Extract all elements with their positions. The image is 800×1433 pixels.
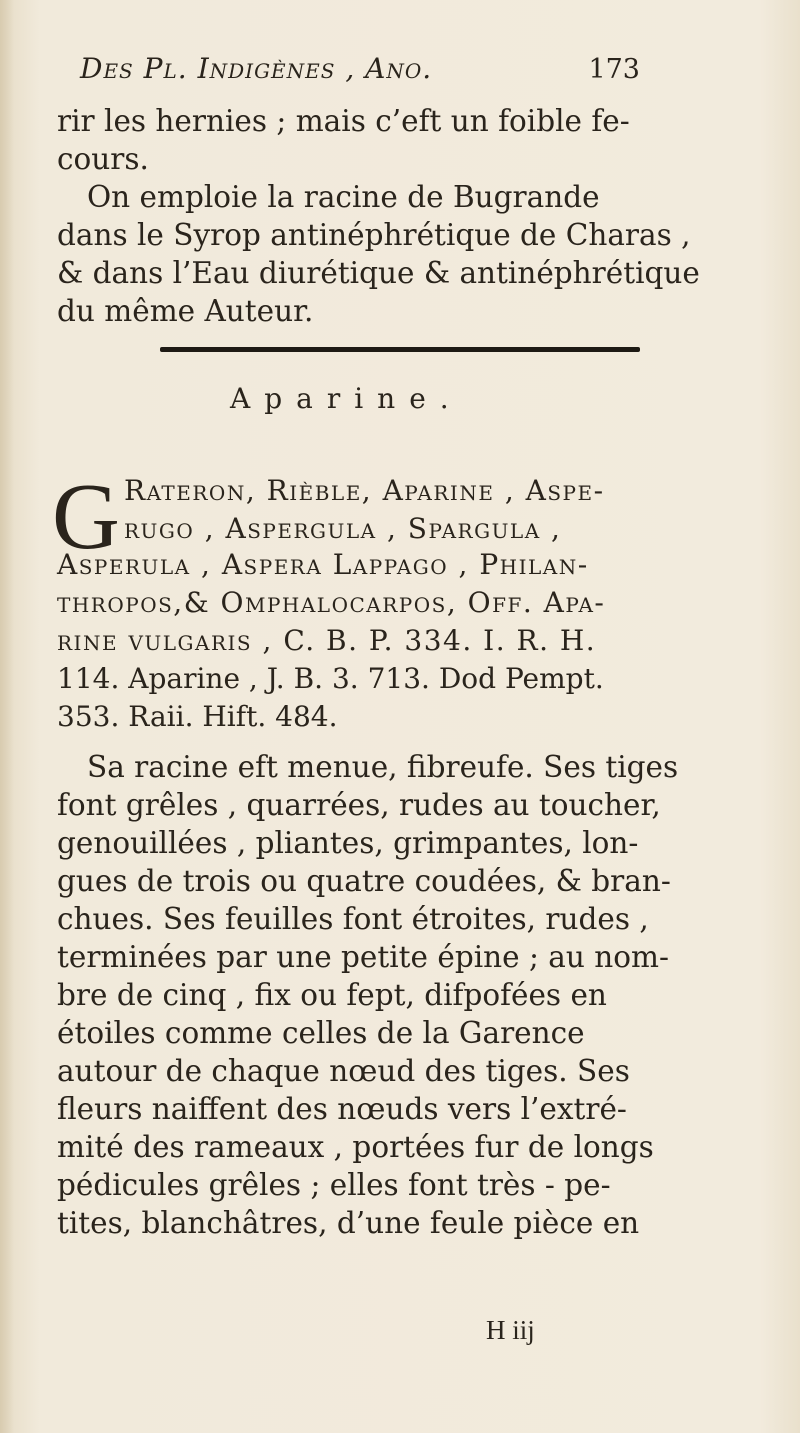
page-number: 173 — [588, 54, 640, 85]
text-line: cours. — [57, 142, 149, 176]
drop-cap: G — [52, 465, 120, 569]
text-line: rugo , Aspergula , Spargula , — [124, 512, 562, 545]
text-line: Rateron, Rièble, Aparine , Aspe- — [124, 474, 605, 507]
text-line: gues de trois ou quatre coudées, & bran- — [57, 864, 671, 898]
text-line: pédicules grêles ; elles font très - pe- — [57, 1168, 611, 1202]
text-line: rir les hernies ; mais c’eft un foible fe- — [57, 104, 630, 138]
page-gutter-shadow — [0, 0, 14, 1433]
intro-block — [57, 102, 700, 330]
text-line: tites, blanchâtres, d’une feule pièce en — [57, 1206, 640, 1240]
running-header — [80, 52, 640, 85]
text-line: rine vulgaris , C. B. P. 334. I. R. H. — [57, 624, 597, 657]
text-line: thropos,& Omphalocarpos, Off. Apa- — [57, 586, 606, 619]
text-line: bre de cinq , fix ou fept, difpofées en — [57, 978, 607, 1012]
text-line: autour de chaque nœud des tiges. Ses — [57, 1054, 630, 1088]
description-block — [57, 748, 679, 1242]
synonym-lines-top — [124, 472, 605, 548]
text-line: 114. Aparine , J. B. 3. 713. Dod Pempt. — [57, 662, 604, 695]
text-line: terminées par une petite épine ; au nom- — [57, 940, 669, 974]
text-line: 353. Raii. Hift. 484. — [57, 700, 338, 733]
text-line: du même Auteur. — [57, 294, 314, 328]
text-line: On emploie la racine de Bugrande — [87, 180, 600, 214]
synonym-block — [57, 546, 637, 736]
text-line: mité des rameaux , portées fur de longs — [57, 1130, 654, 1164]
signature-mark: H iij — [486, 1315, 535, 1345]
text-line: Asperula , Aspera Lappago , Philan- — [57, 548, 589, 581]
text-line: fleurs naiffent des nœuds vers l’extré- — [57, 1092, 627, 1126]
text-line: Sa racine eft menue, fibreufe. Ses tiges — [87, 750, 679, 784]
section-divider — [160, 347, 640, 352]
running-title: Des Pl. Indigènes , Ano. — [80, 52, 433, 85]
text-line: dans le Syrop antinéphrétique de Charas , — [57, 218, 691, 252]
text-line: & dans l’Eau diurétique & antinéphrétique — [57, 256, 700, 290]
text-line: font grêles , quarrées, rudes au toucher, — [57, 788, 661, 822]
text-line: genouillées , pliantes, grimpantes, lon- — [57, 826, 639, 860]
text-line: chues. Ses feuilles font étroites, rudes , — [57, 902, 649, 936]
text-line: étoiles comme celles de la Garence — [57, 1016, 585, 1050]
section-title: Aparine. — [230, 382, 463, 415]
